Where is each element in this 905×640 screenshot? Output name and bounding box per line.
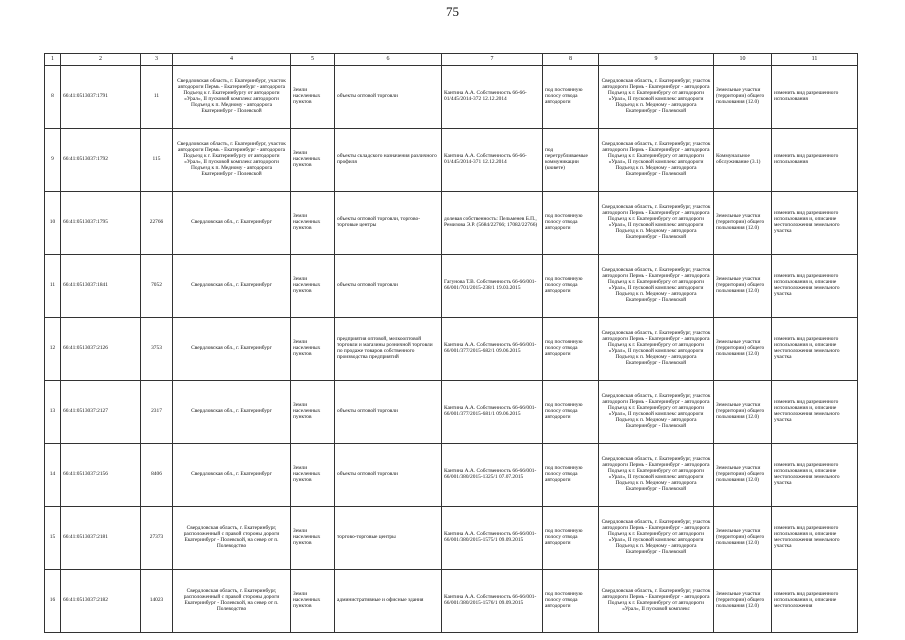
road-zone: под перетрубливаемые коммуникации (кювете) xyxy=(543,129,599,192)
permitted-use: предприятия оптовой, мелкооптовой торговли и магазины розничной торговли по продаже товаров собственного производства предприятий xyxy=(335,318,442,381)
row-number: 8 xyxy=(45,66,61,129)
table-row xyxy=(45,570,858,633)
permitted-use: объекты оптовой торговли xyxy=(335,444,442,507)
rights-holder: долевая собственность: Пельменев Б.П., Ремизова Э.Р. (5684/22766; 17082/22766) xyxy=(442,192,543,255)
table-row xyxy=(45,444,858,507)
row-number: 15 xyxy=(45,507,61,570)
land-category: Земли населенных пунктов xyxy=(291,318,335,381)
plot-area: 7052 xyxy=(141,255,173,318)
rights-holder: Кантина А.А. Собственность 66-66/001-66/001/380/2015-1325/1 07.07.2015 xyxy=(442,444,543,507)
plot-location: Свердловская обл., г. Екатеринбург xyxy=(173,192,291,255)
new-permitted-use: Земельные участки (территории) общего пользования (12.0) xyxy=(714,444,772,507)
plot-location: Свердловская область, г. Екатеринбург, участок автодороги Пермь - Екатеринбург - автодорога Подъезд к г. Екатеринбургу от автодороги «Урал», II пусковой комплекс автодороги Подъезд к п. Медному - автодорога Екатеринбург - Полевской xyxy=(173,129,291,192)
plot-area: 8406 xyxy=(141,444,173,507)
new-location: Свердловская область, г. Екатеринбург, участок автодороги Пермь - Екатеринбург - автодорога Подъезд к г. Екатеринбургу от автодороги «Урал», II пусковой комплекс автодороги Подъезд к п. Медному - автодорога Екатеринбург - Полевской xyxy=(599,192,714,255)
required-action: изменить вид разрешенного использования и, описание местоположения земельного участка xyxy=(772,318,858,381)
new-permitted-use: Земельные участки (территории) общего пользования (12.0) xyxy=(714,570,772,633)
cadastral-number: 66:41:0513037:2156 xyxy=(61,444,141,507)
new-permitted-use: Земельные участки (территории) общего пользования (12.0) xyxy=(714,66,772,129)
plot-area: 27373 xyxy=(141,507,173,570)
new-location: Свердловская область, г. Екатеринбург, участок автодороги Пермь - Екатеринбург - автодорога Подъезд к г. Екатеринбургу от автодороги «Урал», II пусковой комплекс автодороги Подъезд к п. Медному - автодорога Екатеринбург - Полевской xyxy=(599,318,714,381)
column-header: 9 xyxy=(599,54,714,66)
table-row xyxy=(45,66,858,129)
land-category: Земли населенных пунктов xyxy=(291,507,335,570)
road-zone: под постоянную полосу отвода автодороги xyxy=(543,318,599,381)
table-row xyxy=(45,255,858,318)
road-zone: под постоянную полосу отвода автодороги xyxy=(543,192,599,255)
new-permitted-use: Земельные участки (территории) общего пользования (12.0) xyxy=(714,381,772,444)
road-zone: под постоянную полосу отвода автодороги xyxy=(543,381,599,444)
rights-holder: Кантина А.А. Собственность 66-66/001-66/001/380/2015-1575/1 09.09.2015 xyxy=(442,507,543,570)
plot-location: Свердловская область, г. Екатеринбург, расположенный с правой стороны дороги Екатеринбург - Полевской, на север от п. Полеводство xyxy=(173,570,291,633)
page-number: 75 xyxy=(446,4,459,19)
new-permitted-use: Земельные участки (территории) общего пользования (12.0) xyxy=(714,507,772,570)
required-action: изменить вид разрешенного использования и, описание местоположения земельного участка xyxy=(772,255,858,318)
required-action: изменить вид разрешенного использования и, описание местоположения xyxy=(772,570,858,633)
plot-location: Свердловская обл., г. Екатеринбург xyxy=(173,381,291,444)
land-plots-table xyxy=(44,53,858,633)
column-header: 5 xyxy=(291,54,335,66)
cadastral-number: 66:41:0513037:2126 xyxy=(61,318,141,381)
column-header: 1 xyxy=(45,54,61,66)
rights-holder: Кантина А.А. Собственность 66-66-01/445/2014-371 12.12.2014 xyxy=(442,129,543,192)
new-permitted-use: Земельные участки (территории) общего пользования (12.0) xyxy=(714,318,772,381)
table-row xyxy=(45,129,858,192)
new-location: Свердловская область, г. Екатеринбург, участок автодороги Пермь - Екатеринбург - автодорога Подъезд к г. Екатеринбургу от автодороги «Урал», II пусковой комплекс автодороги Подъезд к п. Медному - автодорога Екатеринбург - Полевской xyxy=(599,255,714,318)
rights-holder: Кантина А.А. Собственность 66-66-01/445/2014-372 12.12.2014 xyxy=(442,66,543,129)
plot-area: 3753 xyxy=(141,318,173,381)
table-row xyxy=(45,507,858,570)
land-category: Земли населенных пунктов xyxy=(291,129,335,192)
new-location: Свердловская область, г. Екатеринбург, участок автодороги Пермь - Екатеринбург - автодорога Подъезд к г. Екатеринбургу от автодороги «Урал», II пусковой комплекс автодороги Подъезд к п. Медному - автодорога Екатеринбург - Полевской xyxy=(599,444,714,507)
road-zone: под постоянную полосу отвода автодороги xyxy=(543,66,599,129)
rights-holder: Кантина А.А. Собственность 66-66/001-66/001/377/2015-682/1 09.06.2015 xyxy=(442,318,543,381)
rights-holder: Гагунова Т.В. Собственность 66-66/001-66/001/701/2015-238/1 19.03.2015 xyxy=(442,255,543,318)
column-header: 3 xyxy=(141,54,173,66)
column-header: 2 xyxy=(61,54,141,66)
table-row xyxy=(45,381,858,444)
required-action: изменить вид разрешенного использования и, описание местоположения земельного участка xyxy=(772,192,858,255)
permitted-use: объекты оптовой торговли xyxy=(335,255,442,318)
road-zone: под постоянную полосу отвода автодороги xyxy=(543,255,599,318)
column-header: 10 xyxy=(714,54,772,66)
plot-location: Свердловская область, г. Екатеринбург, участок автодороги Пермь - Екатеринбург - автодорога Подъезд к г. Екатеринбургу от автодороги «Урал», II пусковой комплекс автодороги Подъезд к п. Медному - автодорога Екатеринбург - Полевской xyxy=(173,66,291,129)
column-header: 7 xyxy=(442,54,543,66)
new-permitted-use: Коммунальное обслуживание (3.1) xyxy=(714,129,772,192)
land-category: Земли населенных пунктов xyxy=(291,66,335,129)
new-location: Свердловская область, г. Екатеринбург, участок автодороги Пермь - Екатеринбург - автодорога Подъезд к г. Екатеринбургу от автодороги «Урал», II пусковой комплекс автодороги Подъезд к п. Медному - автодорога Екатеринбург - Полевской xyxy=(599,129,714,192)
land-category: Земли населенных пунктов xyxy=(291,444,335,507)
row-number: 16 xyxy=(45,570,61,633)
cadastral-number: 66:41:0513037:2182 xyxy=(61,570,141,633)
cadastral-number: 66:41:0513037:2181 xyxy=(61,507,141,570)
plot-area: 22766 xyxy=(141,192,173,255)
row-number: 12 xyxy=(45,318,61,381)
required-action: изменить вид разрешенного использования и, описание местоположения земельного участка xyxy=(772,507,858,570)
table-row xyxy=(45,318,858,381)
row-number: 9 xyxy=(45,129,61,192)
permitted-use: торгово-торговые центры xyxy=(335,507,442,570)
required-action: изменить вид разрешенного использования xyxy=(772,66,858,129)
road-zone: под постоянную полосу отвода автодороги xyxy=(543,570,599,633)
rights-holder: Кантина А.А. Собственность 66-66/001-66/001/380/2015-1576/1 09.09.2015 xyxy=(442,570,543,633)
new-location: Свердловская область, г. Екатеринбург, участок автодороги Пермь - Екатеринбург - автодорога Подъезд к г. Екатеринбургу от автодороги «Урал», II пусковой комплекс автодороги Подъезд к п. Медному - автодорога Екатеринбург - Полевской xyxy=(599,66,714,129)
cadastral-number: 66:41:0513037:2127 xyxy=(61,381,141,444)
column-number-row xyxy=(45,54,858,66)
road-zone: под постоянную полосу отвода автодороги xyxy=(543,507,599,570)
permitted-use: объекты складского назначения различного профиля xyxy=(335,129,442,192)
row-number: 14 xyxy=(45,444,61,507)
permitted-use: административные и офисные здания xyxy=(335,570,442,633)
road-zone: под постоянную полосу отвода автодороги xyxy=(543,444,599,507)
permitted-use: объекты оптовой торговли xyxy=(335,381,442,444)
plot-location: Свердловская область, г. Екатеринбург, расположенный с правой стороны дороги Екатеринбург - Полевской, на север от п. Полеводство xyxy=(173,507,291,570)
column-header: 8 xyxy=(543,54,599,66)
cadastral-number: 66:41:0513037:1791 xyxy=(61,66,141,129)
land-category: Земли населенных пунктов xyxy=(291,255,335,318)
required-action: изменить вид разрешенного использования и, описание местоположения земельного участка xyxy=(772,444,858,507)
row-number: 11 xyxy=(45,255,61,318)
land-category: Земли населенных пунктов xyxy=(291,381,335,444)
column-header: 6 xyxy=(335,54,442,66)
column-header: 11 xyxy=(772,54,858,66)
row-number: 10 xyxy=(45,192,61,255)
plot-area: 115 xyxy=(141,129,173,192)
required-action: изменить вид разрешенного использования xyxy=(772,129,858,192)
plot-area: 11 xyxy=(141,66,173,129)
plot-location: Свердловская обл., г. Екатеринбург xyxy=(173,318,291,381)
row-number: 13 xyxy=(45,381,61,444)
permitted-use: объекты оптовой торговли xyxy=(335,66,442,129)
plot-location: Свердловская обл., г. Екатеринбург xyxy=(173,444,291,507)
plot-area: 2317 xyxy=(141,381,173,444)
cadastral-number: 66:41:0513037:1841 xyxy=(61,255,141,318)
cadastral-number: 66:41:0513037:1792 xyxy=(61,129,141,192)
plot-area: 14023 xyxy=(141,570,173,633)
new-permitted-use: Земельные участки (территории) общего пользования (12.0) xyxy=(714,255,772,318)
new-location: Свердловская область, г. Екатеринбург, участок автодороги Пермь - Екатеринбург - автодорога Подъезд к г. Екатеринбургу от автодороги «Урал», II пусковой комплекс автодороги Подъезд к п. Медному - автодорога Екатеринбург - Полевской xyxy=(599,507,714,570)
column-header: 4 xyxy=(173,54,291,66)
new-location: Свердловская область, г. Екатеринбург, участок автодороги Пермь - Екатеринбург - автодорога Подъезд к г. Екатеринбургу от автодороги «Урал», II пусковой комплекс xyxy=(599,570,714,633)
plot-location: Свердловская обл., г. Екатеринбург xyxy=(173,255,291,318)
permitted-use: объекты оптовой торговли, торгово-торговые центры xyxy=(335,192,442,255)
land-category: Земли населенных пунктов xyxy=(291,192,335,255)
rights-holder: Кантина А.А. Собственность 66-66/001-66/001/377/2015-681/1 09.06.2015 xyxy=(442,381,543,444)
new-location: Свердловская область, г. Екатеринбург, участок автодороги Пермь - Екатеринбург - автодорога Подъезд к г. Екатеринбургу от автодороги «Урал», II пусковой комплекс автодороги Подъезд к п. Медному - автодорога Екатеринбург - Полевской xyxy=(599,381,714,444)
table-row xyxy=(45,192,858,255)
cadastral-number: 66:41:0513037:1795 xyxy=(61,192,141,255)
land-category: Земли населенных пунктов xyxy=(291,570,335,633)
new-permitted-use: Земельные участки (территории) общего пользования (12.0) xyxy=(714,192,772,255)
required-action: изменить вид разрешенного использования и, описание местоположения земельного участка xyxy=(772,381,858,444)
